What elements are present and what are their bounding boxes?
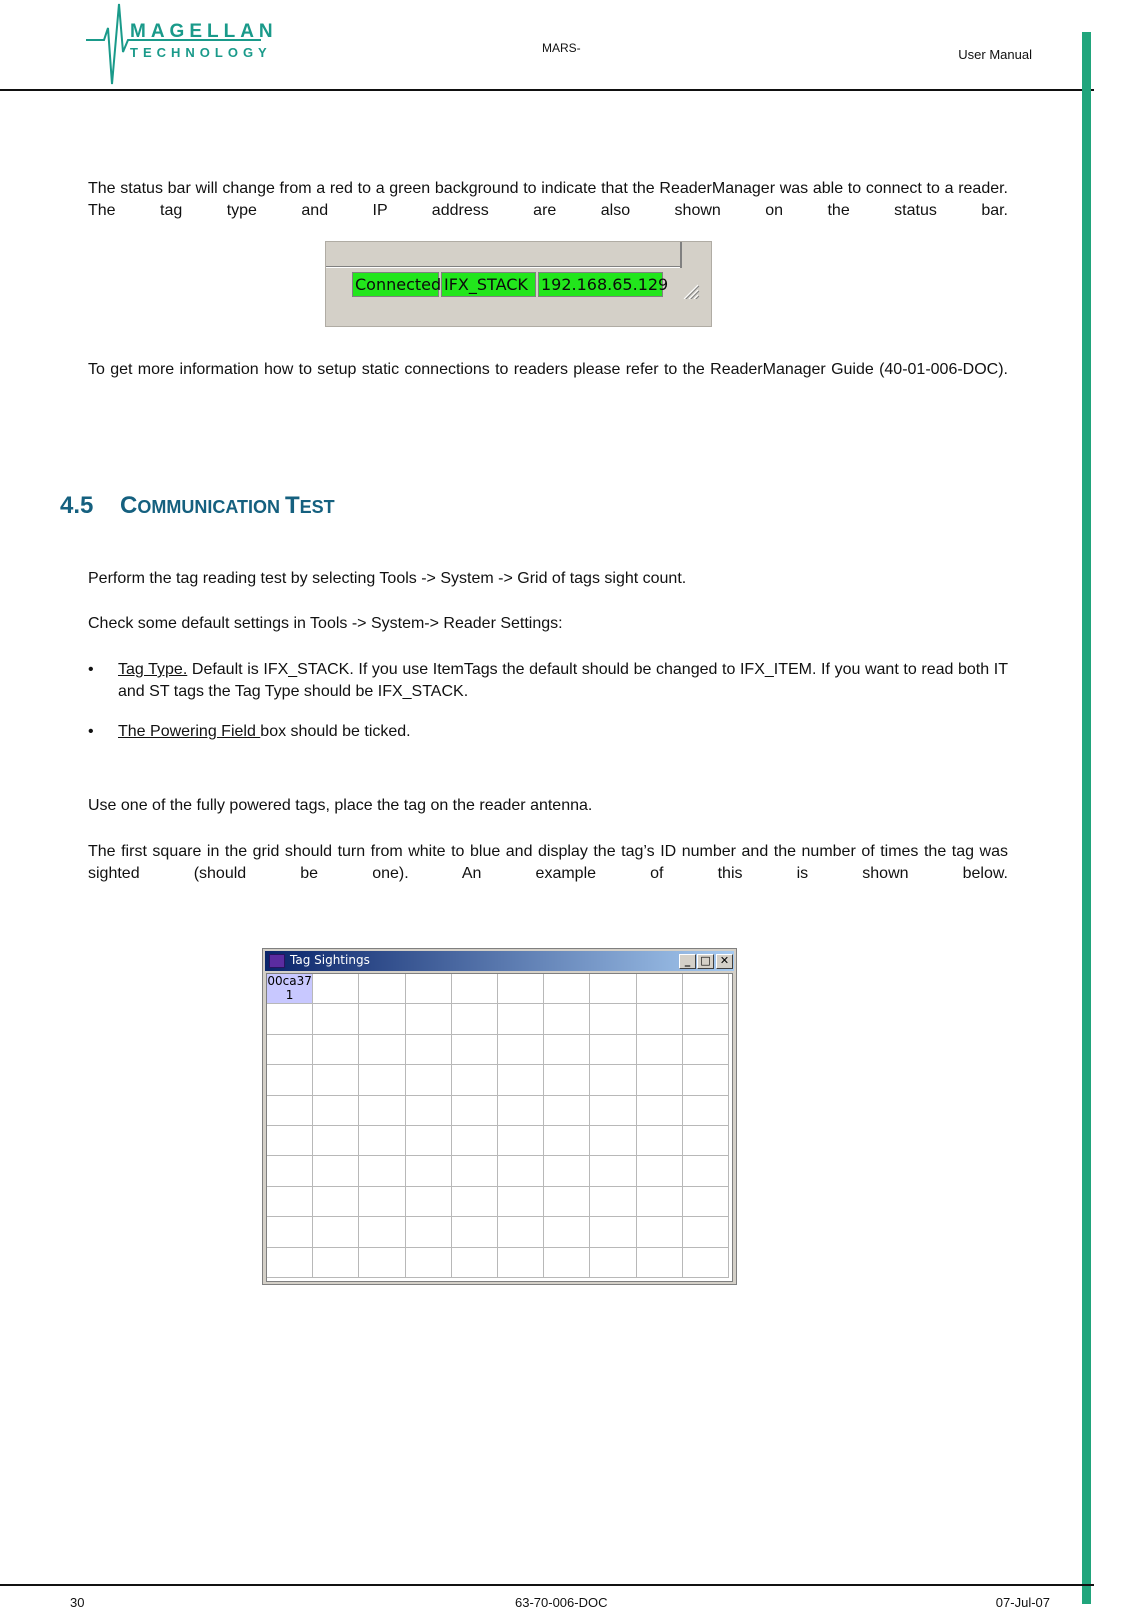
grid-cell[interactable] (544, 1156, 590, 1186)
grid-cell[interactable] (590, 1248, 636, 1278)
grid-cell[interactable] (590, 1156, 636, 1186)
grid-cell[interactable] (406, 1096, 452, 1126)
grid-cell[interactable] (683, 1096, 729, 1126)
bullet-powering-field (88, 721, 1008, 743)
grid-row (267, 974, 732, 1004)
bullet-marker: • (88, 723, 94, 740)
grid-cell[interactable] (359, 1217, 405, 1247)
grid-row (267, 1035, 732, 1065)
grid-cell[interactable] (359, 1004, 405, 1034)
grid-cell[interactable] (544, 1096, 590, 1126)
grid-cell[interactable] (498, 1248, 544, 1278)
grid-row (267, 1096, 732, 1126)
grid-cell[interactable] (313, 1004, 359, 1034)
grid-cell[interactable] (637, 974, 683, 1004)
grid-cell[interactable] (359, 1187, 405, 1217)
footer-doc-id: 63-70-006-DOC (515, 1595, 608, 1610)
section-number: 4.5 (60, 492, 94, 519)
status-bar-divider (326, 266, 680, 268)
grid-cell[interactable] (637, 1248, 683, 1278)
grid-cell[interactable] (590, 1065, 636, 1095)
grid-cell[interactable] (313, 1248, 359, 1278)
grid-cell[interactable] (637, 1217, 683, 1247)
footer-page-number: 30 (70, 1595, 85, 1610)
footer-date: 07-Jul-07 (995, 1595, 1050, 1610)
paragraph-first-square: The first square in the grid should turn from white to blue and display the tag’s ID number and the number of times the tag was sighted (should be one). An example of this is shown below. (88, 843, 1008, 882)
section-title-t: T (285, 492, 300, 519)
grid-cell[interactable] (637, 1187, 683, 1217)
grid-cell[interactable] (683, 1004, 729, 1034)
header-rule (0, 89, 1094, 91)
grid-cell[interactable] (452, 1217, 498, 1247)
grid-cell[interactable] (590, 974, 636, 1004)
minimize-button[interactable]: _ (679, 954, 696, 969)
header-product: MARS- (542, 41, 581, 55)
grid-cell[interactable] (406, 974, 452, 1004)
grid-cell[interactable] (452, 1096, 498, 1126)
grid-cell[interactable] (637, 1096, 683, 1126)
tag-grid (266, 973, 733, 1282)
grid-cell[interactable] (313, 1187, 359, 1217)
tag-sight-count: 1 (285, 988, 294, 1002)
grid-row (267, 1217, 732, 1247)
status-bar-edge (680, 242, 682, 268)
grid-cell[interactable] (683, 1156, 729, 1186)
grid-cell[interactable] (637, 1156, 683, 1186)
grid-cell[interactable] (313, 1096, 359, 1126)
grid-row (267, 1187, 732, 1217)
grid-cell[interactable] (544, 1065, 590, 1095)
grid-cell[interactable] (406, 1217, 452, 1247)
grid-cell[interactable] (267, 1187, 313, 1217)
tag-sightings-window (262, 948, 737, 1285)
grid-cell[interactable] (359, 1248, 405, 1278)
grid-cell[interactable] (313, 1217, 359, 1247)
grid-row (267, 1156, 732, 1186)
grid-cell[interactable] (637, 1126, 683, 1156)
grid-cell[interactable] (498, 1096, 544, 1126)
window-title: Tag Sightings (290, 953, 370, 967)
section-title-part1: OMMUNICATION (137, 497, 285, 517)
logo-pulse-icon (86, 0, 266, 88)
section-title-part2: EST (299, 497, 335, 517)
bullet-tag-type-text (88, 659, 1008, 703)
logo-wordmark-top: MAGELLAN (130, 21, 278, 42)
grid-cell[interactable] (452, 1004, 498, 1034)
grid-cell[interactable] (406, 1004, 452, 1034)
grid-row (267, 1126, 732, 1156)
grid-cell[interactable] (683, 1035, 729, 1065)
header-doc-type: User Manual (958, 47, 1032, 62)
grid-cell[interactable] (267, 1096, 313, 1126)
grid-cell[interactable] (406, 1248, 452, 1278)
company-logo (86, 0, 278, 88)
grid-cell[interactable] (359, 1035, 405, 1065)
grid-cell[interactable] (313, 974, 359, 1004)
grid-cell[interactable] (406, 1065, 452, 1095)
grid-cell[interactable] (544, 1004, 590, 1034)
grid-cell[interactable] (590, 1217, 636, 1247)
grid-row (267, 1248, 732, 1278)
grid-cell[interactable] (590, 1126, 636, 1156)
bullet-powering-field-label: The Powering Field (118, 723, 261, 740)
grid-cell[interactable] (498, 1004, 544, 1034)
grid-cell[interactable] (544, 1248, 590, 1278)
grid-cell[interactable] (313, 1035, 359, 1065)
grid-cell[interactable] (498, 1156, 544, 1186)
grid-cell[interactable] (359, 1065, 405, 1095)
grid-cell[interactable] (267, 1217, 313, 1247)
grid-cell[interactable] (267, 1126, 313, 1156)
maximize-button[interactable]: □ (697, 954, 714, 969)
grid-cell[interactable] (452, 1126, 498, 1156)
grid-row (267, 1004, 732, 1034)
status-tag-type: IFX_STACK (441, 272, 536, 297)
grid-cell[interactable] (544, 1187, 590, 1217)
grid-cell[interactable] (267, 1156, 313, 1186)
grid-cell[interactable] (359, 1096, 405, 1126)
status-ip-address: 192.168.65.129 (538, 272, 663, 297)
grid-cell[interactable] (406, 1156, 452, 1186)
grid-cell[interactable] (637, 1065, 683, 1095)
side-accent-bar (1082, 32, 1091, 1604)
app-icon (269, 954, 285, 968)
grid-cell-first-tag[interactable] (267, 974, 313, 1004)
grid-cell[interactable] (498, 1126, 544, 1156)
paragraph-default-settings: Check some default settings in Tools -> System-> Reader Settings: (88, 615, 563, 632)
logo-wordmark-bottom: TECHNOLOGY (130, 45, 272, 60)
bullet-marker: • (88, 661, 94, 678)
grid-cell[interactable] (267, 1035, 313, 1065)
grid-cell[interactable] (544, 1217, 590, 1247)
grid-cell[interactable] (359, 1156, 405, 1186)
grid-cell[interactable] (452, 1035, 498, 1065)
grid-cell[interactable] (313, 1126, 359, 1156)
grid-cell[interactable] (544, 1035, 590, 1065)
grid-cell[interactable] (267, 1248, 313, 1278)
grid-cell[interactable] (590, 1187, 636, 1217)
grid-cell[interactable] (406, 1035, 452, 1065)
grid-cell[interactable] (498, 1217, 544, 1247)
grid-cell[interactable] (683, 1248, 729, 1278)
bullet-tag-type-body: Default is IFX_STACK. If you use ItemTags the default should be changed to IFX_ITEM. If you want to read both IT and ST tags the Tag Type should be IFX_STACK. (118, 661, 1008, 700)
grid-cell[interactable] (544, 1126, 590, 1156)
grid-cell[interactable] (683, 1187, 729, 1217)
grid-cell[interactable] (313, 1156, 359, 1186)
grid-cell[interactable] (637, 1035, 683, 1065)
bullet-tag-type (88, 659, 1008, 703)
grid-cell[interactable] (267, 1004, 313, 1034)
grid-cell[interactable] (683, 974, 729, 1004)
paragraph-perform-test: Perform the tag reading test by selecting Tools -> System -> Grid of tags sight count. (88, 570, 687, 587)
grid-cell[interactable] (683, 1126, 729, 1156)
grid-cell[interactable] (683, 1217, 729, 1247)
status-connected: Connected (352, 272, 439, 297)
resize-grip-icon[interactable] (680, 283, 700, 299)
grid-cell[interactable] (590, 1004, 636, 1034)
grid-cell[interactable] (359, 974, 405, 1004)
grid-cell[interactable] (544, 974, 590, 1004)
paragraph-use-tag: Use one of the fully powered tags, place the tag on the reader antenna. (88, 797, 593, 814)
grid-cell[interactable] (452, 1187, 498, 1217)
section-heading (60, 492, 335, 520)
close-button[interactable]: ✕ (716, 954, 733, 969)
paragraph-reader-manager-guide: To get more information how to setup static connections to readers please refer to the ReaderManager Guide (40-01-006-DOC). (88, 361, 1008, 378)
section-title-c: C (120, 492, 138, 519)
grid-cell[interactable] (267, 1065, 313, 1095)
grid-cell[interactable] (498, 974, 544, 1004)
grid-cell[interactable] (590, 1096, 636, 1126)
bullet-powering-field-body: box should be ticked. (260, 723, 411, 740)
grid-cell[interactable] (452, 974, 498, 1004)
bullet-powering-field-text (88, 721, 1008, 743)
footer-rule (0, 1584, 1094, 1586)
grid-cell[interactable] (452, 1248, 498, 1278)
grid-cell[interactable] (637, 1004, 683, 1034)
bullet-tag-type-label: Tag Type. (118, 661, 188, 678)
status-bar-screenshot (325, 241, 712, 327)
grid-cell[interactable] (498, 1187, 544, 1217)
grid-row (267, 1065, 732, 1095)
grid-cell[interactable] (498, 1035, 544, 1065)
grid-cell[interactable] (683, 1065, 729, 1095)
grid-cell[interactable] (498, 1065, 544, 1095)
grid-cell[interactable] (406, 1187, 452, 1217)
paragraph-status-bar: The status bar will change from a red to a green background to indicate that the ReaderManager was able to connect to a reader. The tag type and IP address are also shown on the status bar. (88, 180, 1008, 219)
tag-id: 00ca37 (267, 974, 312, 988)
grid-cell[interactable] (452, 1065, 498, 1095)
grid-cell[interactable] (452, 1156, 498, 1186)
grid-cell[interactable] (359, 1126, 405, 1156)
window-titlebar[interactable] (265, 951, 734, 971)
grid-cell[interactable] (406, 1126, 452, 1156)
grid-cell[interactable] (590, 1035, 636, 1065)
grid-cell[interactable] (313, 1065, 359, 1095)
